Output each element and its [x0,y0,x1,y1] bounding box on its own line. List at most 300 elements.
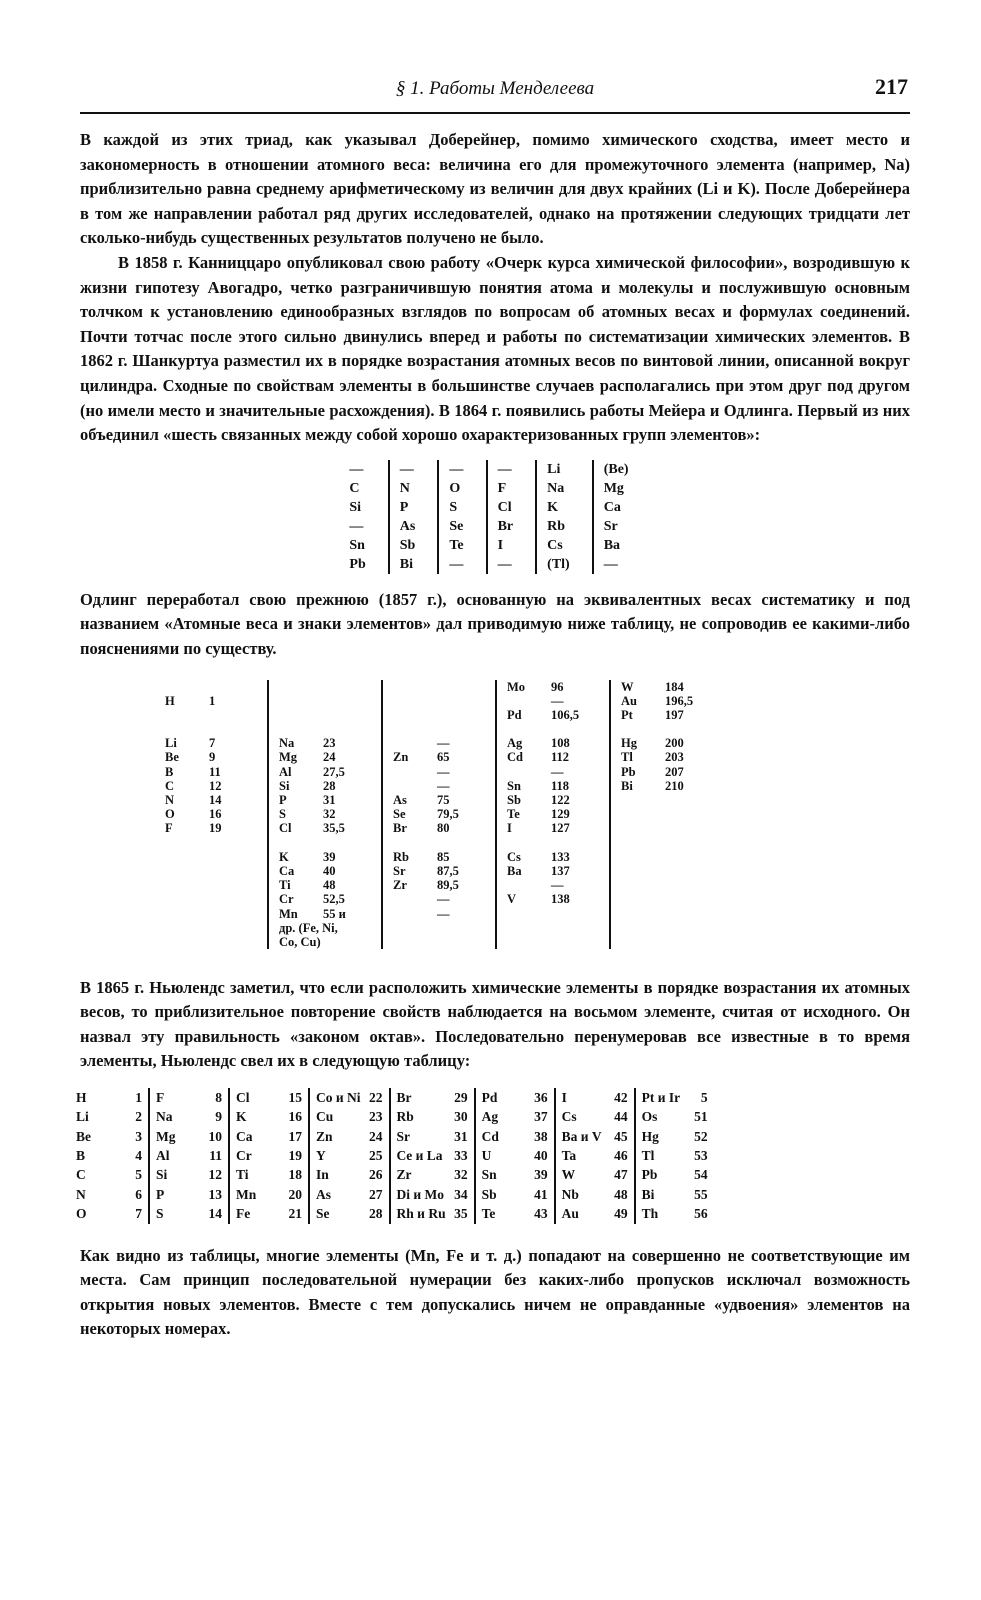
element-symbol: Zn [316,1128,333,1144]
element-symbol: In [316,1167,329,1183]
newlands-row [156,1107,222,1126]
odling-row [393,736,485,750]
element-symbol: Sr [393,863,406,878]
odling-row [165,694,257,708]
odling-row [279,793,371,807]
odling-row [279,836,371,850]
element-symbol: O [165,807,175,822]
element-number: 27 [369,1186,383,1202]
odling-row [393,793,485,807]
element-symbol: C [165,778,175,793]
newlands-row [156,1146,222,1165]
odling-row [507,836,599,850]
newlands-row [156,1185,222,1204]
newlands-row [316,1088,383,1107]
atomic-weight: 52,5 [323,892,345,907]
element-symbol: Pt и Ir [641,1089,681,1105]
newlands-row [76,1165,142,1184]
atomic-weight: 207 [665,764,684,779]
atomic-weight: 16 [209,807,222,822]
newlands-row [482,1165,548,1184]
atomic-weight: 203 [665,750,684,765]
atomic-weight: 133 [551,849,570,864]
element-number: 29 [454,1089,468,1105]
element-symbol: Cr [236,1148,252,1164]
odling-row [279,750,371,764]
element-symbol: B [165,764,174,779]
element-number: 12 [208,1167,222,1183]
element-number: 3 [135,1128,142,1144]
element-number: 21 [288,1206,302,1222]
odling-row [279,921,371,935]
newlands-row [236,1204,302,1223]
meyer-cell: Rb [536,517,593,536]
element-number: 1 [135,1089,142,1105]
element-symbol: Y [316,1148,326,1164]
odling-row [279,807,371,821]
newlands-column [635,1088,714,1224]
meyer-row [339,479,650,498]
element-number: 45 [614,1128,628,1144]
odling-column-3 [382,680,496,950]
atomic-weight: 197 [665,707,684,722]
page [76,60,910,1580]
element-number: 16 [288,1109,302,1125]
meyer-cell: F [487,479,537,498]
newlands-row [482,1146,548,1165]
atomic-weight: 35,5 [323,821,345,836]
odling-row [621,694,713,708]
odling-row [507,765,599,779]
element-symbol: Cd [507,750,523,765]
element-symbol: I [561,1089,567,1105]
newlands-row [482,1204,548,1223]
newlands-row [482,1107,548,1126]
element-symbol: Br [396,1089,412,1105]
meyer-cell: Ca [603,499,621,515]
element-number: 51 [694,1109,708,1125]
element-symbol: Th [641,1206,659,1222]
atomic-weight: 184 [665,679,684,694]
element-symbol: Bi [641,1186,655,1202]
element-symbol: Br [393,821,407,836]
element-symbol: Ba [507,863,522,878]
element-symbol: Ca [279,863,295,878]
atomic-weight: 55 и [323,906,346,921]
odling-row [507,680,599,694]
meyer-cell: S [438,498,486,517]
atomic-weight: 1 [209,693,216,708]
odling-row [165,765,257,779]
newlands-row [397,1107,468,1126]
element-number: 28 [369,1206,383,1222]
newlands-row [642,1185,708,1204]
element-symbol: Cr [279,892,294,907]
element-symbol: Zr [396,1167,412,1183]
element-symbol: Pd [481,1089,498,1105]
newlands-row [397,1088,468,1107]
newlands-row [156,1127,222,1146]
element-number: 41 [534,1186,548,1202]
element-number: 40 [534,1148,548,1164]
newlands-row [76,1127,142,1146]
element-number: 25 [369,1148,383,1164]
odling-column-5 [610,680,723,950]
paragraph-odling: Одлинг переработал свою прежнюю (1857 г.), основанную на эквивалентных весах систематику и под названием «Атомные веса и знаки элементов» дал приводимую ниже таблицу, не сопроводив ее какими-либо пояснениями по существу. [80,589,910,658]
element-symbol: Nb [561,1186,579,1202]
odling-row [621,750,713,764]
meyer-cell: — [487,555,537,574]
element-symbol: Be [165,750,179,765]
element-number: 20 [288,1186,302,1202]
atomic-weight: 7 [209,736,216,751]
meyer-cell: — [438,460,486,479]
meyer-cell: Pb [339,555,388,574]
running-title: § 1. Работы Менделеева [395,78,595,99]
odling-row [393,864,485,878]
meyer-cell: P [389,498,439,517]
meyer-cell: — [487,460,537,479]
element-symbol: Mg [279,750,298,765]
element-number: 18 [288,1167,302,1183]
odling-row [507,878,599,892]
element-symbol: Hg [641,1128,659,1144]
element-symbol: Cu [316,1109,334,1125]
element-number: 13 [208,1186,222,1202]
odling-row [507,750,599,764]
element-number: 17 [288,1128,302,1144]
odling-row [507,821,599,835]
element-symbol: P [156,1186,165,1202]
element-symbol: P [279,793,287,807]
odling-row [165,807,257,821]
meyer-cell: Li [536,460,593,479]
element-symbol: As [316,1186,332,1202]
element-number: 46 [614,1148,628,1164]
meyer-cell: Cl [487,498,537,517]
meyer-cell: Te [438,536,486,555]
atomic-weight: 32 [323,807,336,822]
odling-row [393,836,485,850]
atomic-weight: — [551,764,564,779]
newlands-column [390,1088,475,1224]
odling-row [279,850,371,864]
odling-row [621,779,713,793]
odling-row [507,722,599,736]
meyer-row [339,536,650,555]
atomic-weight: 75 [437,793,450,807]
element-symbol: Ba и V [561,1128,602,1144]
newlands-column [149,1088,229,1224]
element-number: 7 [135,1206,142,1222]
odling-row [279,907,371,921]
atomic-weight: 28 [323,778,336,793]
odling-row [279,878,371,892]
element-symbol: Rh и Ru [396,1206,446,1222]
element-symbol: Cd [481,1128,499,1144]
element-number: 54 [694,1167,708,1183]
atomic-weight: 118 [551,778,570,793]
meyer-cell: Bi [389,555,439,574]
newlands-row [397,1146,468,1165]
odling-row [393,850,485,864]
element-symbol: Zr [393,878,407,893]
newlands-row [397,1204,468,1223]
newlands-row [482,1127,548,1146]
element-number: 9 [215,1109,222,1125]
newlands-row [76,1185,142,1204]
newlands-row [236,1088,302,1107]
odling-column-1 [155,680,268,950]
atomic-weight: 27,5 [323,764,345,779]
odling-row [393,907,485,921]
odling-row [279,722,371,736]
newlands-row [562,1165,628,1184]
atomic-weight: 210 [665,778,684,793]
odling-row [393,807,485,821]
odling-column-4 [496,680,610,950]
meyer-cell: Sr [603,518,618,534]
element-symbol: B [76,1148,86,1164]
atomic-weight: 39 [323,849,336,864]
newlands-row [76,1204,142,1223]
newlands-row [562,1107,628,1126]
element-symbol: K [279,849,289,864]
meyer-row [339,460,650,479]
newlands-row [316,1107,383,1126]
element-symbol: N [165,793,175,807]
element-symbol: Si [156,1167,168,1183]
odling-row [279,736,371,750]
atomic-weight: 127 [551,821,570,836]
newlands-column [70,1088,149,1224]
newlands-row [562,1127,628,1146]
element-symbol: N [76,1186,86,1202]
odling-row [279,935,371,949]
odling-row [165,779,257,793]
odling-row [279,821,371,835]
atomic-weight: 137 [551,863,570,878]
element-symbol: Se [316,1206,330,1222]
element-symbol: Cl [279,821,292,836]
newlands-row [316,1204,383,1223]
newlands-row [482,1185,548,1204]
newlands-row [236,1146,302,1165]
meyer-cell: Ba [603,537,621,553]
element-number: 52 [694,1128,708,1144]
paragraph-dobereiner: В каждой из этих триад, как указывал Доберейнер, помимо химического сходства, имеет место и закономерность в отношении атомного веса: величина его для промежуточного элемента (например, Na) приблизительно равна среднему арифметическому из величин для двух крайних (Li и K). После Доберейнера в том же направлении работал ряд других исследователей, однако на протяжении следующих тридцати лет сколько-нибудь существенных результатов получено не было. [80,130,910,248]
element-number: 19 [288,1148,302,1164]
odling-row [279,864,371,878]
meyer-cell: Si [339,498,388,517]
element-number: 10 [208,1128,222,1144]
atomic-weight: 65 [437,750,450,765]
atomic-weight: 122 [551,793,570,807]
element-symbol: Te [507,807,520,822]
meyer-cell: Sb [389,536,439,555]
element-symbol: Ca [236,1128,253,1144]
element-symbol: Li [76,1109,89,1125]
meyer-row [339,555,650,574]
newlands-row [397,1165,468,1184]
odling-row [393,694,485,708]
newlands-row [316,1185,383,1204]
element-symbol: O [76,1206,87,1222]
odling-row [393,680,485,694]
atomic-weight: 87,5 [437,863,459,878]
element-symbol: Pb [641,1167,658,1183]
element-number: 47 [614,1167,628,1183]
newlands-column [555,1088,635,1224]
newlands-row [236,1185,302,1204]
newlands-row [642,1204,708,1223]
page-number: 217 [875,74,908,99]
atomic-weight: 89,5 [437,878,459,893]
element-number: 24 [369,1128,383,1144]
meyer-cell: Mg [603,480,624,496]
element-number: 42 [614,1089,628,1105]
odling-row [393,765,485,779]
paragraph-cannizzaro: В 1858 г. Канниццаро опубликовал свою работу «Очерк курса химической философии», возродившую к жизни гипотезу Авогадро, четко разграничившую понятия атома и молекулы и послужившую основным толчком к установлению единообразных взглядов по вопросам об атомных весах и формулах соединений. Почти тотчас после этого сильно двинулись вперед и работы по систематизации химических элементов. В 1862 г. Шанкуртуа разместил их в порядке возрастания атомных весов по винтовой линии, описанной вокруг цилиндра. Сходные по свойствам элементы в большинстве случаев располагались при этом друг под другом (но имели место и значительные расхождения). В 1864 г. появились работы Мейера и Одлинга. Первый из них объединил «шесть связанных между собой хорошо охарактеризованных групп элементов»: [80,252,910,445]
odling-row [165,736,257,750]
meyer-row [339,498,650,517]
odling-row [165,750,257,764]
element-number: 34 [454,1186,468,1202]
element-symbol: Sn [507,778,521,793]
element-number: 32 [454,1167,468,1183]
element-symbol: Na [279,736,295,751]
newlands-row [642,1088,708,1107]
element-symbol: Sr [396,1128,411,1144]
odling-row [165,680,257,694]
element-symbol: Sb [481,1186,497,1202]
meyer-cell: (Be) [603,461,629,477]
newlands-row [76,1107,142,1126]
meyer-cell: Sn [339,536,388,555]
element-number: 5 [135,1167,142,1183]
meyer-cell: As [389,517,439,536]
element-symbol: Pb [621,764,636,779]
element-number: 5 [700,1089,708,1105]
atomic-weight: — [437,736,450,751]
atomic-weight: 19 [209,821,222,836]
element-symbol: S [279,807,286,822]
element-symbol: др. (Fe, Ni, [279,920,338,935]
odling-row [279,694,371,708]
newlands-column [309,1088,390,1224]
atomic-weight: 80 [437,821,450,836]
odling-row [507,793,599,807]
atomic-weight: 14 [209,793,222,807]
odling-row [507,850,599,864]
element-symbol: Di и Mo [396,1186,445,1202]
element-symbol: K [236,1109,247,1125]
odling-row [507,708,599,722]
element-symbol: S [156,1206,164,1222]
atomic-weight: 196,5 [665,693,694,708]
element-symbol: H [76,1089,87,1105]
meyer-cell: (Tl) [536,555,593,574]
element-number: 4 [135,1148,142,1164]
element-symbol: Rb [396,1109,414,1125]
element-symbol: Pd [507,707,522,722]
odling-table [155,680,723,950]
meyer-cell: Cs [536,536,593,555]
atomic-weight: — [437,764,450,779]
meyer-cell: — [389,460,439,479]
element-symbol: Te [481,1206,496,1222]
atomic-weight: 23 [323,736,336,751]
element-symbol: W [621,679,634,694]
atomic-weight: 48 [323,878,336,893]
element-symbol: Pt [621,707,633,722]
element-number: 33 [454,1148,468,1164]
paragraph-newlands: В 1865 г. Ньюлендс заметил, что если расположить химические элементы в порядке возрастания их атомных весов, то приблизительное повторение свойств наблюдается на восьмом элементе, считая от исходного. Он назвал эту правильность «законом октав». Последовательно перенумеровав все известные в то время элементы, Ньюлендс свел их в следующую таблицу: [80,977,910,1071]
atomic-weight: 9 [209,750,216,765]
element-number: 56 [694,1206,708,1222]
atomic-weight: — [437,892,450,907]
element-symbol: Tl [621,750,633,765]
odling-row [393,722,485,736]
newlands-column [475,1088,555,1224]
element-symbol: W [561,1167,576,1183]
odling-row [165,722,257,736]
element-symbol: Mn [279,906,298,921]
meyer-cell: — [339,460,388,479]
element-symbol: H [165,693,175,708]
element-symbol: Ti [236,1167,249,1183]
element-symbol: Zn [393,750,409,765]
element-number: 26 [369,1167,383,1183]
meyer-cell: O [438,479,486,498]
newlands-row [236,1127,302,1146]
newlands-table [70,1088,714,1224]
element-symbol: Ce и La [396,1148,443,1164]
element-symbol: Rb [393,849,409,864]
element-symbol: F [165,821,173,836]
element-number: 6 [135,1186,142,1202]
element-symbol: Ti [279,878,291,893]
meyer-cell: I [487,536,537,555]
odling-row [621,722,713,736]
meyer-cell: Se [438,517,486,536]
newlands-row [156,1165,222,1184]
newlands-row [156,1088,222,1107]
atomic-weight: 85 [437,849,450,864]
element-symbol: Bi [621,778,633,793]
element-number: 43 [534,1206,548,1222]
atomic-weight: 12 [209,778,222,793]
element-symbol: As [393,793,407,807]
element-number: 30 [454,1109,468,1125]
atomic-weight: — [551,878,564,893]
newlands-row [482,1088,548,1107]
page-header [80,60,910,114]
atomic-weight: — [437,906,450,921]
odling-row [279,708,371,722]
newlands-column [229,1088,309,1224]
meyer-cell: — [438,555,486,574]
odling-row [621,765,713,779]
element-symbol: Al [279,764,292,779]
element-symbol: Ag [481,1109,499,1125]
newlands-row [642,1107,708,1126]
atomic-weight: 96 [551,679,564,694]
element-symbol: Mn [236,1186,257,1202]
element-symbol: I [507,821,512,836]
element-symbol: Au [621,693,637,708]
meyer-row [339,517,650,536]
